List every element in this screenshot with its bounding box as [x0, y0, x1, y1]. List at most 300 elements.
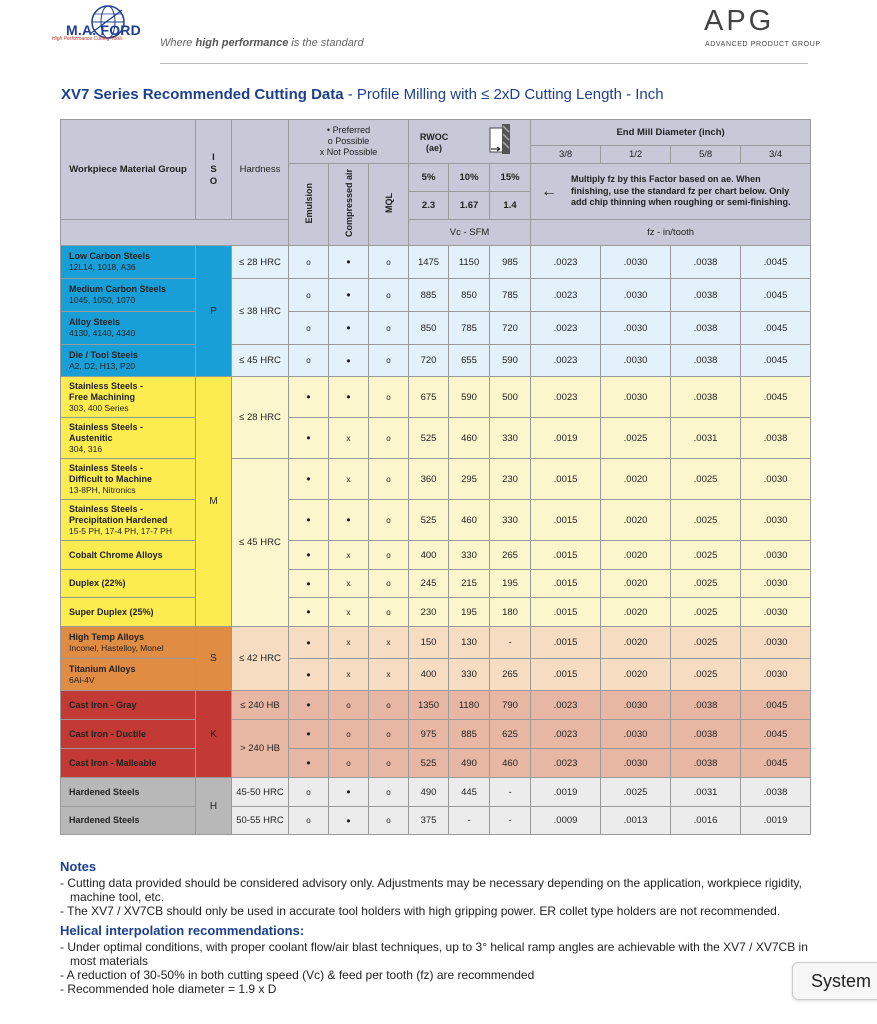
emulsion-cell: o	[289, 246, 329, 279]
fz-3-8-cell: .0015	[531, 659, 601, 691]
mql-cell: o	[369, 312, 409, 345]
fz-3-4-cell: .0045	[741, 312, 811, 345]
iso-group-p: P	[196, 246, 232, 377]
material-name: Hardened Steels	[69, 815, 140, 825]
note-tool-holders: - The XV7 / XV7CB should only be used in accurate tool holders with high gripping power. ER collet type holders are not recommended.	[60, 904, 781, 918]
fz-3-4-cell: .0045	[741, 749, 811, 778]
vc-5-cell: 360	[409, 459, 449, 500]
vc-10-cell: 1180	[449, 691, 490, 720]
compressed-air-cell: x	[329, 459, 369, 500]
vc-10-cell: 460	[449, 418, 490, 459]
vc-10-cell: 460	[449, 500, 490, 541]
table-row	[61, 627, 811, 659]
compressed-air-cell: x	[329, 659, 369, 691]
ae-15-label: 15%	[500, 172, 520, 183]
tagline	[160, 37, 364, 49]
fz-3-4-cell: .0045	[741, 377, 811, 418]
fz-3-8-cell: .0023	[531, 377, 601, 418]
hardness-cell: ≤ 45 HRC	[232, 345, 289, 377]
fz-3-4-cell: .0045	[741, 691, 811, 720]
vc-5-cell: 975	[409, 720, 449, 749]
compressed-air-cell: x	[329, 418, 369, 459]
table-row	[61, 570, 811, 598]
material-name: Alloy Steels	[69, 317, 121, 327]
legend-preferred: • Preferred	[326, 125, 371, 135]
end-mill-icon	[478, 122, 520, 156]
vc-15-cell: 265	[490, 659, 531, 691]
fz-5-8-cell: .0031	[671, 418, 741, 459]
vc-5-cell: 400	[409, 541, 449, 570]
page-header	[0, 0, 877, 70]
factor-15-label: 1.4	[503, 200, 517, 211]
factor-5	[409, 192, 449, 220]
cutting-data-table	[60, 119, 811, 835]
vc-10-cell: 1150	[449, 246, 490, 279]
mql-cell: o	[369, 720, 409, 749]
mql-cell: o	[369, 500, 409, 541]
compressed-air-cell: x	[329, 598, 369, 627]
material-name: Cast Iron - Malleable	[69, 757, 157, 768]
material-cell	[61, 377, 196, 418]
fz-5-8-cell: .0025	[671, 659, 741, 691]
fz-3-8-cell: .0023	[531, 720, 601, 749]
material-cell	[61, 659, 196, 691]
material-name-line2: Free Machining	[69, 391, 136, 402]
emulsion-label: Emulsion	[303, 182, 314, 224]
vc-15-cell: 230	[490, 459, 531, 500]
vc-5-cell: 375	[409, 807, 449, 835]
notes-section	[60, 860, 820, 996]
fz-3-8-cell: .0023	[531, 345, 601, 377]
table-row	[61, 807, 811, 835]
table-row	[61, 500, 811, 541]
vc-5-cell: 150	[409, 627, 449, 659]
material-cell	[61, 500, 196, 541]
material-grades: Inconel, Hastelloy, Monel	[69, 642, 164, 653]
vc-10-cell: 490	[449, 749, 490, 778]
ae-15	[490, 164, 531, 192]
hardness-header: Hardness	[232, 120, 289, 220]
fz-3-4-cell: .0019	[741, 807, 811, 835]
compressed-air-cell: •	[329, 377, 369, 418]
fz-3-4-cell: .0030	[741, 541, 811, 570]
emulsion-cell: o	[289, 807, 329, 835]
material-cell	[61, 720, 196, 749]
vc-10-cell: 330	[449, 659, 490, 691]
fz-1-2-cell: .0020	[601, 598, 671, 627]
mql-cell: x	[369, 627, 409, 659]
fz-5-8-cell: .0016	[671, 807, 741, 835]
emulsion-cell: •	[289, 749, 329, 778]
compressed-air-cell: x	[329, 627, 369, 659]
fz-1-2-cell: .0025	[601, 778, 671, 807]
header-divider	[160, 63, 808, 64]
fz-3-8-cell: .0015	[531, 541, 601, 570]
table-row	[61, 418, 811, 459]
vc-10-cell: 590	[449, 377, 490, 418]
table-row	[61, 279, 811, 312]
hardness-cell: > 240 HB	[232, 720, 289, 778]
compressed-air-cell: •	[329, 312, 369, 345]
material-name: Stainless Steels -	[69, 503, 144, 514]
fz-5-8-cell: .0025	[671, 570, 741, 598]
compressed-air-cell: x	[329, 570, 369, 598]
fz-5-8-cell: .0038	[671, 345, 741, 377]
vc-5-cell: 1350	[409, 691, 449, 720]
vc-10-cell: 445	[449, 778, 490, 807]
workpiece-header-label: Workpiece Material Group	[69, 164, 187, 175]
vc-15-cell: 180	[490, 598, 531, 627]
material-name: Duplex (22%)	[69, 578, 126, 588]
vc-15-cell: 500	[490, 377, 531, 418]
apg-logo: APG	[704, 5, 775, 37]
fz-3-8-cell: .0023	[531, 749, 601, 778]
apg-subtitle: ADVANCED PRODUCT GROUP	[705, 41, 821, 48]
ae-10	[449, 164, 490, 192]
vc-15-cell: 625	[490, 720, 531, 749]
mql-cell: o	[369, 807, 409, 835]
emulsion-cell: •	[289, 377, 329, 418]
emulsion-cell: o	[289, 778, 329, 807]
material-name: Low Carbon Steels	[69, 251, 151, 261]
mql-cell: o	[369, 246, 409, 279]
vc-10-cell: -	[449, 807, 490, 835]
fz-1-2-cell: .0030	[601, 720, 671, 749]
fz-5-8-cell: .0031	[671, 778, 741, 807]
vc-sfm-header: Vc - SFM	[409, 220, 531, 246]
compressed-air-header	[329, 164, 369, 246]
material-cell	[61, 345, 196, 377]
left-arrow-icon: ←	[541, 183, 558, 200]
vc-5-cell: 1475	[409, 246, 449, 279]
vc-10-cell: 330	[449, 541, 490, 570]
material-name: Super Duplex (25%)	[69, 606, 154, 617]
vc-15-cell: 790	[490, 691, 531, 720]
iso-group-s: S	[196, 627, 232, 691]
fz-1-2-cell: .0030	[601, 312, 671, 345]
emulsion-cell: •	[289, 570, 329, 598]
fz-3-8-cell: .0015	[531, 459, 601, 500]
vc-10-cell: 130	[449, 627, 490, 659]
iso-header-label: ISO	[209, 151, 218, 187]
fz-1-2-cell: .0030	[601, 345, 671, 377]
material-name-line2: Austenitic	[69, 432, 113, 443]
material-name: Titanium Alloys	[69, 663, 136, 674]
legend-possible: o Possible	[327, 136, 370, 146]
table-row	[61, 778, 811, 807]
compressed-air-label: Compressed air	[343, 168, 354, 238]
fz-3-8-cell: .0023	[531, 246, 601, 279]
end-mill-diameter-header	[531, 120, 811, 146]
fz-3-4-cell: .0030	[741, 659, 811, 691]
hardness-cell: ≤ 28 HRC	[232, 377, 289, 459]
table-row	[61, 749, 811, 778]
hardness-cell: ≤ 240 HB	[232, 691, 289, 720]
hardness-cell: ≤ 45 HRC	[232, 459, 289, 627]
mql-cell: x	[369, 659, 409, 691]
ae-10-label: 10%	[459, 172, 479, 183]
table-row	[61, 345, 811, 377]
vc-5-cell: 675	[409, 377, 449, 418]
vc-15-cell: -	[490, 807, 531, 835]
compressed-air-cell: o	[329, 720, 369, 749]
iso-group-h: H	[196, 778, 232, 835]
compressed-air-cell: •	[329, 807, 369, 835]
header-spacer	[61, 220, 289, 246]
fz-3-4-cell: .0038	[741, 778, 811, 807]
fz-3-4-cell: .0030	[741, 627, 811, 659]
hardness-cell: ≤ 28 HRC	[232, 246, 289, 279]
emulsion-cell: •	[289, 541, 329, 570]
fz-1-2-cell: .0030	[601, 749, 671, 778]
fz-1-2-cell: .0020	[601, 570, 671, 598]
fz-3-4-cell: .0045	[741, 345, 811, 377]
logo-name: M.A. FORD	[66, 22, 141, 38]
material-cell	[61, 778, 196, 807]
tagline-prefix: Where	[160, 37, 196, 49]
vc-15-cell: 330	[490, 418, 531, 459]
table-row	[61, 377, 811, 418]
table-row	[61, 246, 811, 279]
factor-15	[490, 192, 531, 220]
fz-3-4-cell: .0038	[741, 418, 811, 459]
tagline-suffix: is the standard	[288, 37, 364, 49]
material-grades: 304, 316	[69, 443, 103, 454]
material-grades: 1045, 1050, 1070	[69, 295, 136, 305]
legend-not-possible: x Not Possible	[319, 147, 378, 157]
material-cell	[61, 459, 196, 500]
logo-tagline: High Performance Cutting Tools	[52, 36, 123, 42]
fz-3-8-cell: .0023	[531, 691, 601, 720]
fz-1-2-cell: .0020	[601, 541, 671, 570]
fz-1-2-cell: .0030	[601, 691, 671, 720]
fz-3-8-cell: .0015	[531, 627, 601, 659]
fz-1-2-cell: .0013	[601, 807, 671, 835]
material-cell	[61, 418, 196, 459]
vc-10-cell: 885	[449, 720, 490, 749]
helical-reduction: - A reduction of 30-50% in both cutting speed (Vc) & feed per tooth (fz) are recommended	[60, 968, 535, 982]
vc-5-cell: 885	[409, 279, 449, 312]
workpiece-header	[61, 120, 196, 220]
mql-cell: o	[369, 749, 409, 778]
vc-5-cell: 525	[409, 500, 449, 541]
material-cell	[61, 312, 196, 345]
material-cell	[61, 541, 196, 570]
vc-15-cell: 195	[490, 570, 531, 598]
vc-15-cell: 265	[490, 541, 531, 570]
mql-cell: o	[369, 541, 409, 570]
emulsion-cell: o	[289, 312, 329, 345]
fz-3-8-cell: .0015	[531, 598, 601, 627]
emulsion-cell: •	[289, 691, 329, 720]
fz-3-8-cell: .0019	[531, 418, 601, 459]
helical-hole-diameter: - Recommended hole diameter = 1.9 x D	[60, 982, 277, 996]
fz-5-8-cell: .0038	[671, 279, 741, 312]
emulsion-cell: •	[289, 598, 329, 627]
factor-10	[449, 192, 490, 220]
vc-5-cell: 490	[409, 778, 449, 807]
mql-cell: o	[369, 279, 409, 312]
material-name: Cast Iron - Gray	[69, 699, 137, 710]
fz-1-2-cell: .0025	[601, 418, 671, 459]
fz-3-4-cell: .0030	[741, 570, 811, 598]
fz-3-8-cell: .0015	[531, 570, 601, 598]
vc-5-cell: 525	[409, 418, 449, 459]
emulsion-cell: •	[289, 418, 329, 459]
compressed-air-cell: •	[329, 778, 369, 807]
table-row	[61, 720, 811, 749]
vc-5-cell: 245	[409, 570, 449, 598]
helical-ramp: - Under optimal conditions, with proper coolant flow/air blast techniques, up to 3° helical ramp angles are achievable with the XV7 / XV7CB in most materials	[60, 940, 808, 968]
fz-5-8-cell: .0038	[671, 691, 741, 720]
fz-5-8-cell: .0025	[671, 627, 741, 659]
diameter-5-8: 5/8	[671, 146, 741, 164]
fz-3-4-cell: .0045	[741, 720, 811, 749]
mql-cell: o	[369, 418, 409, 459]
vc-10-cell: 850	[449, 279, 490, 312]
mql-cell: o	[369, 570, 409, 598]
material-grades: 15-5 PH, 17-4 PH, 17-7 PH	[69, 525, 172, 536]
mql-cell: o	[369, 691, 409, 720]
fz-3-8-cell: .0009	[531, 807, 601, 835]
multiply-note-text: Multiply fz by this Factor based on ae. When finishing, use the standard fz per chart below. Only add chip thinning when roughing or semi-finishing.	[571, 174, 791, 208]
table-row	[61, 312, 811, 345]
emulsion-cell: •	[289, 627, 329, 659]
table-row	[61, 459, 811, 500]
material-name: High Temp Alloys	[69, 631, 145, 642]
material-cell	[61, 749, 196, 778]
hardness-cell: ≤ 42 HRC	[232, 627, 289, 691]
compressed-air-cell: o	[329, 691, 369, 720]
fz-5-8-cell: .0038	[671, 377, 741, 418]
fz-3-8-cell: .0015	[531, 500, 601, 541]
vc-15-cell: 985	[490, 246, 531, 279]
fz-3-8-cell: .0019	[531, 778, 601, 807]
mql-cell: o	[369, 377, 409, 418]
emulsion-cell: o	[289, 279, 329, 312]
material-grades: 303, 400 Series	[69, 402, 129, 413]
vc-10-cell: 195	[449, 598, 490, 627]
factor-10-label: 1.67	[459, 200, 479, 211]
material-name-line2: Precipitation Hardened	[69, 514, 168, 525]
mql-cell: o	[369, 598, 409, 627]
hardness-cell: 45-50 HRC	[232, 778, 289, 807]
vc-5-cell: 230	[409, 598, 449, 627]
fz-header: fz - in/tooth	[531, 220, 811, 246]
compressed-air-cell: •	[329, 500, 369, 541]
tagline-bold: high performance	[195, 37, 289, 49]
vc-15-cell: 785	[490, 279, 531, 312]
notes-title: Notes	[60, 859, 97, 874]
fz-1-2-cell: .0030	[601, 246, 671, 279]
title-bold: XV7 Series Recommended Cutting Data	[61, 86, 344, 103]
vc-5-cell: 525	[409, 749, 449, 778]
fz-5-8-cell: .0038	[671, 749, 741, 778]
material-cell	[61, 807, 196, 835]
fz-5-8-cell: .0025	[671, 541, 741, 570]
material-name: Cobalt Chrome Alloys	[69, 549, 163, 560]
material-cell	[61, 627, 196, 659]
fz-1-2-cell: .0020	[601, 459, 671, 500]
vc-5-cell: 400	[409, 659, 449, 691]
compressed-air-cell: •	[329, 246, 369, 279]
mql-cell: o	[369, 459, 409, 500]
fz-5-8-cell: .0025	[671, 598, 741, 627]
vc-15-cell: 720	[490, 312, 531, 345]
ae-5	[409, 164, 449, 192]
fz-5-8-cell: .0038	[671, 720, 741, 749]
vc-10-cell: 295	[449, 459, 490, 500]
mql-header	[369, 164, 409, 246]
iso-group-m: M	[196, 377, 232, 627]
vc-10-cell: 655	[449, 345, 490, 377]
emulsion-cell: •	[289, 459, 329, 500]
end-mill-diameter-label: End Mill Diameter (inch)	[616, 127, 725, 138]
rwoc-header	[409, 120, 531, 164]
material-name: Medium Carbon Steels	[69, 284, 167, 294]
helical-title: Helical interpolation recommendations:	[60, 923, 305, 938]
ae-5-label: 5%	[421, 172, 436, 183]
rwoc-label: RWOC (ae)	[419, 132, 449, 153]
vc-15-cell: -	[490, 627, 531, 659]
note-advisory: - Cutting data provided should be considered advisory only. Adjustments may be necessary depending on the application, workpiece rigidity, machine tool, etc.	[60, 876, 802, 904]
multiply-note	[531, 164, 811, 220]
fz-3-4-cell: .0045	[741, 279, 811, 312]
emulsion-cell: o	[289, 345, 329, 377]
iso-header	[196, 120, 232, 220]
material-name: Stainless Steels -	[69, 462, 144, 473]
fz-3-4-cell: .0030	[741, 500, 811, 541]
system-button[interactable]: System	[792, 962, 877, 1000]
vc-10-cell: 785	[449, 312, 490, 345]
emulsion-cell: •	[289, 659, 329, 691]
material-name: Stainless Steels -	[69, 421, 144, 432]
compressed-air-cell: o	[329, 749, 369, 778]
hardness-cell: ≤ 38 HRC	[232, 279, 289, 345]
coolant-legend	[289, 120, 409, 164]
material-name: Stainless Steels -	[69, 380, 144, 391]
material-grades: 13-8PH, Nitronics	[69, 484, 136, 495]
fz-5-8-cell: .0038	[671, 246, 741, 279]
fz-1-2-cell: .0020	[601, 500, 671, 541]
iso-group-k: K	[196, 691, 232, 778]
vc-15-cell: 460	[490, 749, 531, 778]
material-cell	[61, 598, 196, 627]
mql-label: MQL	[383, 193, 394, 213]
emulsion-cell: •	[289, 500, 329, 541]
material-name-line2: Difficult to Machine	[69, 473, 152, 484]
material-grades: 12L14, 1018, A36	[69, 262, 136, 272]
fz-3-8-cell: .0023	[531, 279, 601, 312]
diameter-3-8: 3/8	[531, 146, 601, 164]
fz-5-8-cell: .0038	[671, 312, 741, 345]
mql-cell: o	[369, 778, 409, 807]
material-name: Die / Tool Steels	[69, 349, 138, 360]
fz-5-8-cell: .0025	[671, 459, 741, 500]
material-cell	[61, 279, 196, 312]
compressed-air-cell: x	[329, 541, 369, 570]
material-grades: 4130, 4140, 4340	[69, 328, 136, 338]
fz-5-8-cell: .0025	[671, 500, 741, 541]
material-grades: A2, D2, H13, P20	[69, 360, 136, 371]
table-row	[61, 659, 811, 691]
emulsion-cell: •	[289, 720, 329, 749]
page-title	[61, 86, 664, 103]
material-name: Cast Iron - Ductile	[69, 728, 147, 739]
diameter-1-2: 1/2	[601, 146, 671, 164]
factor-5-label: 2.3	[421, 200, 436, 211]
material-cell	[61, 246, 196, 279]
